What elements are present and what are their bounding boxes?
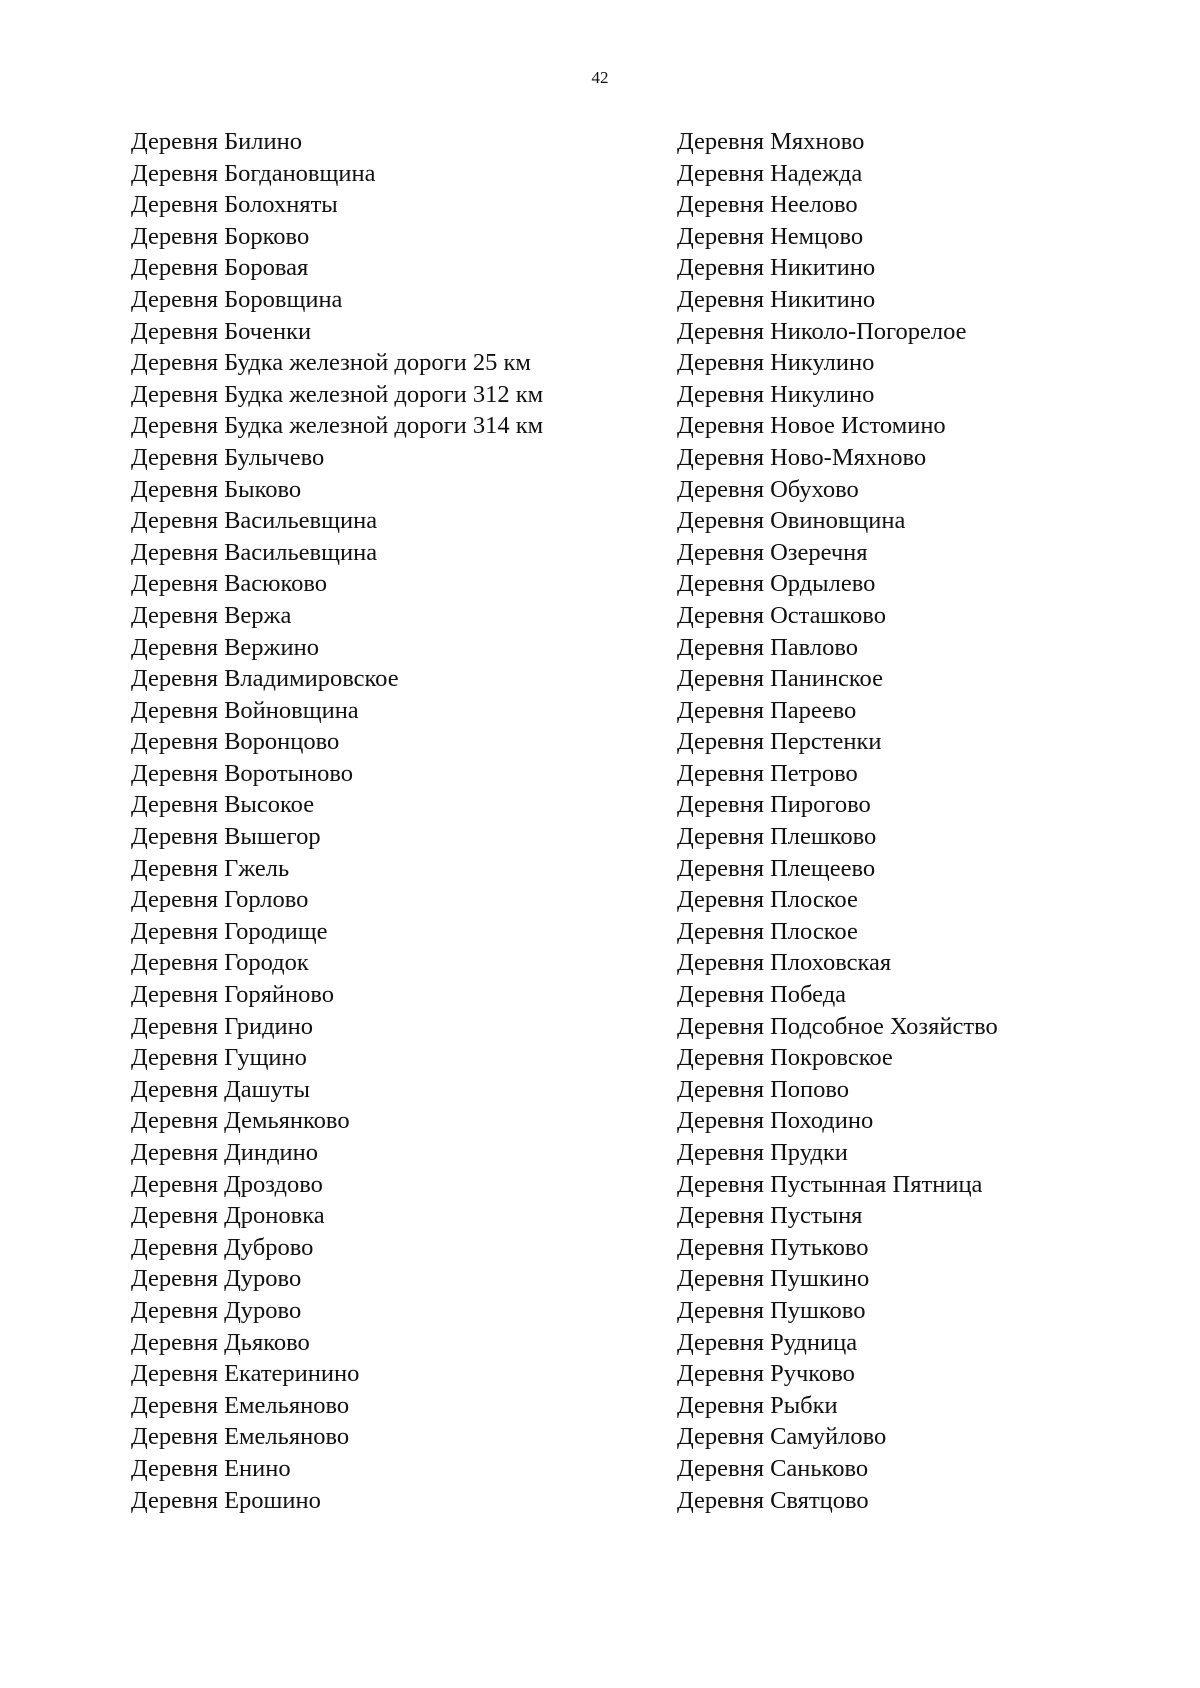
- list-item: Деревня Билино: [131, 128, 302, 155]
- list-item: Деревня Вышегор: [131, 823, 321, 851]
- list-item: Деревня Петрово: [677, 759, 858, 787]
- list-item: Деревня Рыбки: [677, 1391, 838, 1419]
- list-item: Деревня Гущино: [131, 1044, 307, 1072]
- list-item: Деревня Емельяново: [131, 1423, 350, 1451]
- list-item: Деревня Мяхново: [677, 128, 865, 155]
- list-item: Деревня Енино: [131, 1454, 291, 1482]
- list-item: Деревня Никитино: [677, 285, 876, 313]
- list-item: Деревня Пареево: [677, 696, 857, 724]
- list-item: Деревня Диндино: [131, 1139, 318, 1166]
- list-item: Деревня Святцово: [677, 1486, 869, 1514]
- list-item: Деревня Пирогово: [677, 791, 871, 819]
- list-item: Деревня Емельяново: [131, 1391, 350, 1419]
- list-item: Деревня Богдановщина: [131, 159, 376, 187]
- list-item: Деревня Прудки: [677, 1139, 848, 1166]
- list-item: Деревня Дурово: [131, 1265, 302, 1293]
- list-item: Деревня Плещеево: [677, 854, 876, 882]
- list-item: Деревня Овиновщина: [677, 507, 906, 535]
- right-column-list: [677, 126, 1147, 1516]
- list-item: Деревня Пустыня: [677, 1202, 863, 1230]
- list-item: Деревня Самуйлово: [677, 1423, 887, 1451]
- list-item: Деревня Гжель: [131, 854, 290, 882]
- list-item: Деревня Надежда: [677, 159, 863, 187]
- list-item: Деревня Озеречня: [677, 538, 868, 566]
- list-item: Деревня Плешково: [677, 823, 877, 851]
- list-item: Деревня Плоское: [677, 917, 858, 945]
- list-item: Деревня Никулино: [677, 380, 875, 408]
- list-item: Деревня Боровщина: [131, 285, 343, 313]
- list-item: Деревня Булычево: [131, 443, 325, 471]
- list-item: Деревня Пустынная Пятница: [677, 1170, 983, 1198]
- list-item: Деревня Борково: [131, 222, 310, 250]
- list-item: Деревня Горяйново: [131, 981, 334, 1009]
- list-item: Деревня Немцово: [677, 222, 864, 250]
- list-item: Деревня Воротыново: [131, 759, 354, 787]
- list-item: Деревня Высокое: [131, 791, 315, 819]
- list-item: Деревня Походино: [677, 1107, 874, 1135]
- list-item: Деревня Васюково: [131, 570, 328, 598]
- list-item: Деревня Дроздово: [131, 1170, 323, 1198]
- list-item: Деревня Неелово: [677, 191, 858, 219]
- list-item: Деревня Саньково: [677, 1454, 869, 1482]
- list-item: Деревня Пушково: [677, 1296, 866, 1324]
- list-item: Деревня Демьянково: [131, 1107, 350, 1135]
- list-item: Деревня Рудница: [677, 1328, 858, 1356]
- list-item: Деревня Дьяково: [131, 1328, 310, 1356]
- list-item: Деревня Быково: [131, 475, 302, 503]
- list-item: Деревня Покровское: [677, 1044, 893, 1072]
- list-item: Деревня Гридино: [131, 1012, 314, 1040]
- list-item: Деревня Дроновка: [131, 1202, 325, 1230]
- list-item: Деревня Горлово: [131, 886, 309, 914]
- list-item: Деревня Васильевщина: [131, 507, 378, 535]
- list-item: Деревня Ордылево: [677, 570, 876, 598]
- list-item: Деревня Дурово: [131, 1296, 302, 1324]
- list-item: Деревня Панинское: [677, 665, 883, 693]
- list-item: Деревня Войновщина: [131, 696, 359, 724]
- list-item: Деревня Вержа: [131, 601, 292, 629]
- list-item: Деревня Павлово: [677, 633, 859, 661]
- list-item: Деревня Подсобное Хозяйство: [677, 1012, 998, 1040]
- list-item: Деревня Ручково: [677, 1360, 855, 1388]
- list-item: Деревня Ново-Мяхново: [677, 443, 927, 471]
- list-item: Деревня Городок: [131, 949, 309, 977]
- list-item: Деревня Екатеринино: [131, 1360, 360, 1388]
- list-item: Деревня Победа: [677, 981, 847, 1009]
- list-item: Деревня Дашуты: [131, 1075, 310, 1103]
- list-item: Деревня Будка железной дороги 312 км: [131, 380, 544, 408]
- list-item: Деревня Николо-Погорелое: [677, 317, 967, 345]
- list-item: Деревня Ерошино: [131, 1486, 321, 1514]
- list-item: Деревня Васильевщина: [131, 538, 378, 566]
- list-item: Деревня Плоское: [677, 886, 858, 914]
- list-item: Деревня Обухово: [677, 475, 859, 503]
- list-item: Деревня Пушкино: [677, 1265, 870, 1293]
- list-item: Деревня Боровая: [131, 254, 309, 282]
- list-item: Деревня Попово: [677, 1075, 850, 1103]
- list-item: Деревня Новое Истомино: [677, 412, 946, 440]
- list-item: Деревня Боченки: [131, 317, 312, 345]
- list-item: Деревня Плоховская: [677, 949, 892, 977]
- list-item: Деревня Путьково: [677, 1233, 869, 1261]
- list-item: Деревня Никулино: [677, 349, 875, 377]
- list-item: Деревня Перстенки: [677, 728, 882, 756]
- list-item: Деревня Будка железной дороги 314 км: [131, 412, 544, 440]
- list-item: Деревня Городище: [131, 917, 328, 945]
- list-item: Деревня Владимировское: [131, 665, 399, 693]
- list-item: Деревня Никитино: [677, 254, 876, 282]
- list-item: Деревня Осташково: [677, 601, 886, 629]
- left-column-list: [131, 126, 631, 1516]
- page-number: 42: [591, 68, 609, 87]
- list-item: Деревня Будка железной дороги 25 км: [131, 349, 531, 377]
- list-item: Деревня Болохняты: [131, 191, 338, 219]
- list-item: Деревня Дуброво: [131, 1233, 314, 1261]
- list-item: Деревня Воронцово: [131, 728, 340, 756]
- list-item: Деревня Вержино: [131, 633, 319, 661]
